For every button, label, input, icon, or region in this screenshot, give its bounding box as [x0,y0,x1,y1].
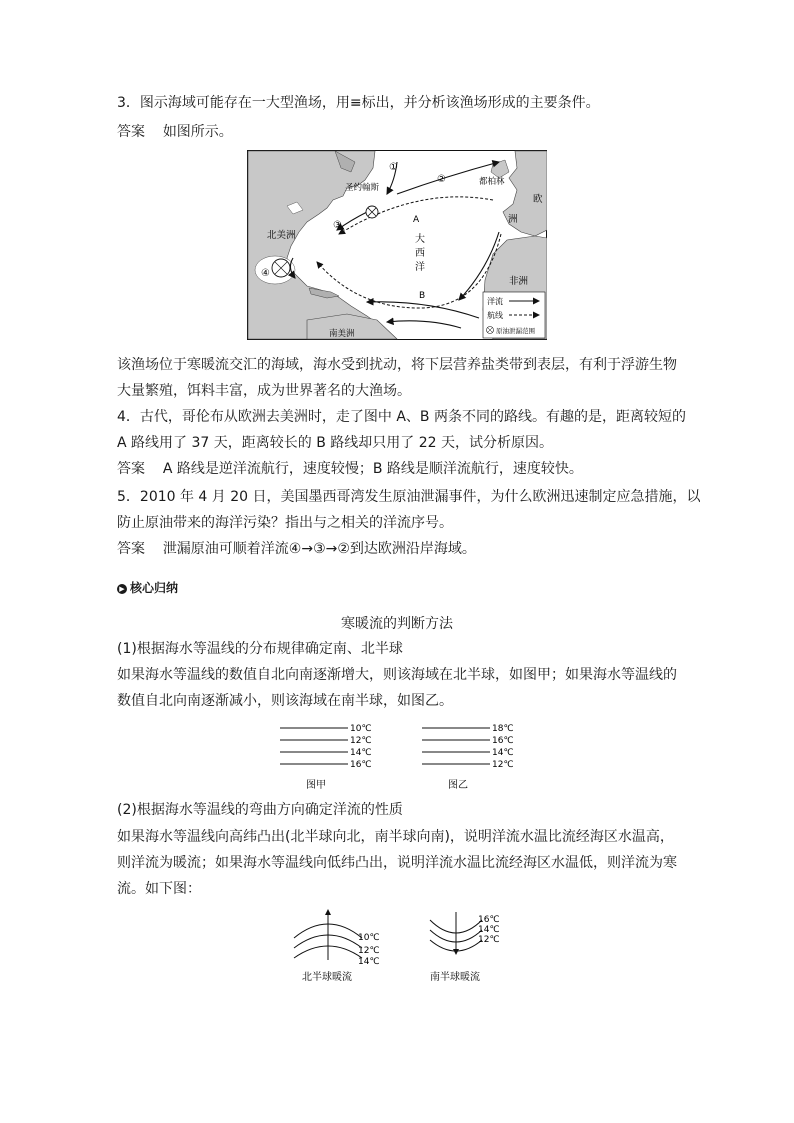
point2-line3: 流。如下图： [117,881,201,897]
south-warm-current-figure [426,908,536,988]
label-st-johns: 圣约翰斯 [345,183,380,193]
label-dublin: 都柏林 [479,177,505,187]
label-current-1: ① [389,162,398,173]
q5-answer-line [117,539,476,559]
label-current-4: ④ [261,268,270,279]
point1-line2: 数值自北向南逐渐减小，则该海域在南半球，如图乙。 [117,693,453,709]
temp-label: 14℃ [478,925,500,935]
temp-label: 12℃ [350,736,372,746]
label-atlantic-3: 洋 [415,262,425,273]
legend-oil-label: 原油泄漏范围 [496,327,535,335]
q5-question-1: 5．2010 年 4 月 20 日，美国墨西哥湾发生原油泄漏事件，为什么欧洲迅速制定应急措施，以 [117,489,701,505]
q4-question-2: A 路线用了 37 天，距离较长的 B 路线却只用了 22 天，试分析原因。 [117,435,553,451]
core-heading: ▶ 核心归纳 [117,578,178,598]
isotherm-figure-jia [276,722,386,794]
figure-caption: 图甲 [306,780,326,791]
label-north-america: 北美洲 [267,230,296,241]
point1-title: (1)根据海水等温线的分布规律确定南、北半球 [117,641,403,657]
play-bullet-icon: ▶ [117,584,127,594]
q5-question-2: 防止原油带来的海洋污染？指出与之相关的洋流序号。 [117,515,453,531]
north-warm-current-figure [290,908,400,988]
atlantic-map [247,150,547,340]
q3-explanation-2: 大量繁殖，饵料丰富，成为世界著名的大渔场。 [117,383,411,399]
answer-label: 答案 [117,124,145,140]
figure-caption: 南半球暖流 [430,972,480,983]
point2-line2: 则洋流为暖流；如果海水等温线向低纬凸出，说明洋流水温比流经海区水温低，则洋流为寒 [117,855,677,871]
answer-text: 泄漏原油可顺着洋流④→③→②到达欧洲沿岸海域。 [162,541,476,557]
temp-label: 10℃ [350,724,372,734]
q3-explanation-1: 该渔场位于寒暖流交汇的海域，海水受到扰动，将下层营养盐类带到表层，有利于浮游生物 [117,357,677,373]
core-title: 寒暖流的判断方法 [341,616,453,632]
legend-current-label: 洋流 [487,297,503,306]
q4-question-1: 4．古代，哥伦布从欧洲去美洲时，走了图中 A、B 两条不同的路线。有趣的是，距离较短的 [117,409,686,425]
answer-text: 如图所示。 [162,124,233,140]
temp-label: 18℃ [492,724,514,734]
label-atlantic-2: 西 [415,248,425,259]
figure-caption: 北半球暖流 [302,972,352,983]
temp-label: 16℃ [492,736,514,746]
label-route-b: B [419,291,426,301]
temp-label: 14℃ [492,748,514,758]
legend-route-label: 航线 [487,311,503,320]
temp-label: 16℃ [350,760,372,770]
temp-label: 14℃ [350,748,372,758]
answer-label: 答案 [117,461,145,477]
label-europe-2: 洲 [508,214,518,225]
temp-label: 12℃ [358,946,380,956]
label-route-a: A [413,215,420,225]
figure-caption: 图乙 [448,780,468,791]
answer-label: 答案 [117,541,145,557]
point1-line1: 如果海水等温线的数值自北向南逐渐增大，则该海域在北半球，如图甲；如果海水等温线的 [117,667,677,683]
isotherm-figure-yi [418,722,528,794]
q4-answer-line [117,459,583,479]
label-current-2: ② [437,174,446,185]
temp-label: 16℃ [478,915,500,925]
temp-label: 10℃ [358,933,380,943]
label-current-3: ③ [333,220,342,231]
point2-line1: 如果海水等温线向高纬凸出(北半球向北，南半球向南)，说明洋流水温比流经海区水温高， [117,829,674,845]
label-africa: 非洲 [509,276,529,287]
label-atlantic-1: 大 [415,234,425,245]
temp-label: 14℃ [358,957,380,967]
label-europe-1: 欧 [533,194,543,205]
answer-text: A 路线是逆洋流航行，速度较慢；B 路线是顺洋流航行，速度较快。 [162,461,583,477]
q3-answer-line [117,122,233,142]
label-south-america: 南美洲 [329,329,355,339]
temp-label: 12℃ [478,935,500,945]
q3-question: 3．图示海域可能存在一大型渔场，用≡标出，并分析该渔场形成的主要条件。 [117,95,600,111]
point2-title: (2)根据海水等温线的弯曲方向确定洋流的性质 [117,802,403,818]
temp-label: 12℃ [492,760,514,770]
map-legend [483,292,545,338]
